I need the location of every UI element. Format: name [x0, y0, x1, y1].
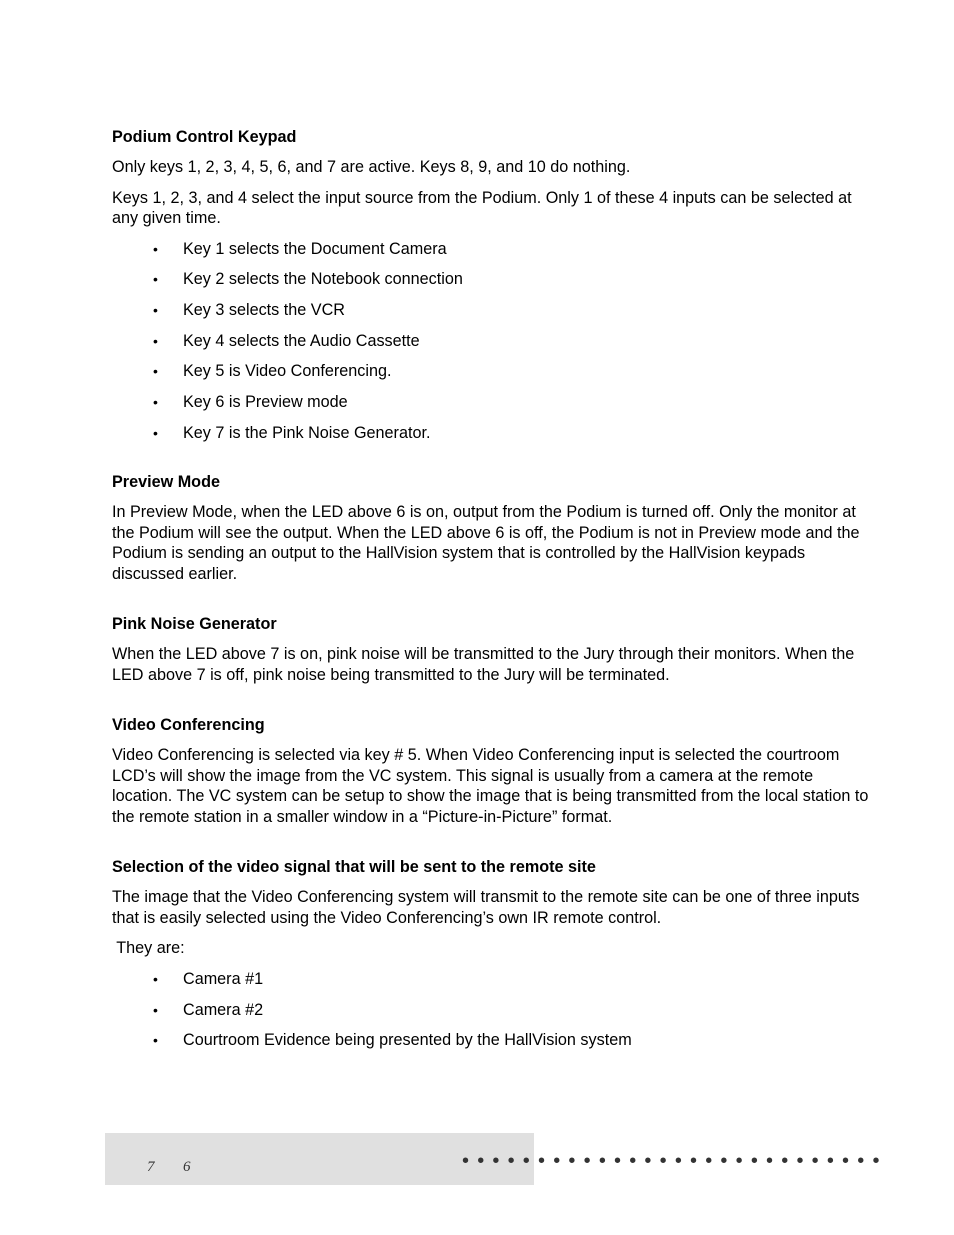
paragraph: Keys 1, 2, 3, and 4 select the input source from the Podium. Only 1 of these 4 inputs can be selected at any given time. — [112, 188, 852, 227]
bullet-icon: • — [153, 393, 158, 410]
section-heading-preview-mode: Preview Mode — [112, 473, 220, 492]
key-list — [112, 239, 872, 443]
section-heading-podium-control-keypad: Podium Control Keypad — [112, 128, 297, 146]
list-item-text: Key 7 is the Pink Noise Generator. — [183, 423, 431, 442]
bullet-icon: • — [153, 332, 158, 349]
footer-dotted-rule: •••••••••••••••••••••••••••• — [462, 1150, 888, 1172]
list-item — [112, 361, 872, 381]
paragraph: Only keys 1, 2, 3, 4, 5, 6, and 7 are active. Keys 8, 9, and 10 do nothing. — [112, 158, 631, 176]
list-item-text: Camera #2 — [183, 1000, 264, 1019]
paragraph: In Preview Mode, when the LED above 6 is on, output from the Podium is turned off. Only the monitor at the Podium will see the output. When the LED above 6 is off, the Podium is not in Preview mode and the Podium is sending an output to the HallVision system that is controlled by the HallVision keypads discussed earlier. — [112, 503, 860, 583]
list-item — [112, 331, 872, 351]
page-number-digit: 6 — [183, 1159, 191, 1175]
list-item-text: Courtroom Evidence being presented by the HallVision system — [183, 1031, 632, 1050]
list-item — [112, 269, 872, 289]
paragraph: They are: — [112, 939, 185, 958]
list-item — [112, 1030, 872, 1050]
list-item-text: Key 6 is Preview mode — [183, 392, 348, 411]
bullet-icon: • — [153, 970, 158, 987]
list-item-text: Key 2 selects the Notebook connection — [183, 270, 463, 289]
section-heading-video-conferencing: Video Conferencing — [112, 716, 265, 735]
bullet-icon: • — [153, 363, 158, 380]
list-item — [112, 239, 872, 259]
list-item-text: Camera #1 — [183, 969, 264, 988]
list-item — [112, 1000, 872, 1020]
list-item — [112, 969, 872, 989]
bullet-icon: • — [153, 424, 158, 441]
list-item-text: Key 1 selects the Document Camera — [183, 239, 447, 258]
input-list — [112, 969, 872, 1050]
bullet-icon: • — [153, 1032, 158, 1049]
document-body — [112, 127, 872, 1061]
bullet-icon: • — [153, 301, 158, 318]
list-item — [112, 300, 872, 320]
section-heading-pink-noise-generator: Pink Noise Generator — [112, 615, 277, 634]
list-item-text: Key 5 is Video Conferencing. — [183, 362, 392, 381]
bullet-icon: • — [153, 1001, 158, 1018]
list-item — [112, 392, 872, 412]
list-item — [112, 423, 872, 443]
paragraph: The image that the Video Conferencing system will transmit to the remote site can be one of three inputs that is easily selected using the Video Conferencing’s own IR remote control. — [112, 888, 860, 927]
list-item-text: Key 4 selects the Audio Cassette — [183, 331, 420, 350]
section-heading-video-signal-selection: Selection of the video signal that will be sent to the remote site — [112, 858, 596, 877]
page-number-digit: 7 — [147, 1159, 155, 1175]
bullet-icon: • — [153, 271, 158, 288]
bullet-icon: • — [153, 240, 158, 257]
list-item-text: Key 3 selects the VCR — [183, 300, 345, 319]
paragraph: When the LED above 7 is on, pink noise will be transmitted to the Jury through their monitors. When the LED above 7 is off, pink noise being transmitted to the Jury will be terminated. — [112, 645, 855, 684]
paragraph: Video Conferencing is selected via key # 5. When Video Conferencing input is selected the courtroom LCD’s will show the image from the VC system. This signal is usually from a camera at the remote location. The VC system can be setup to show the image that is being transmitted from the local station to the remote station in a smaller window in a “Picture-in-Picture” format. — [112, 746, 869, 826]
